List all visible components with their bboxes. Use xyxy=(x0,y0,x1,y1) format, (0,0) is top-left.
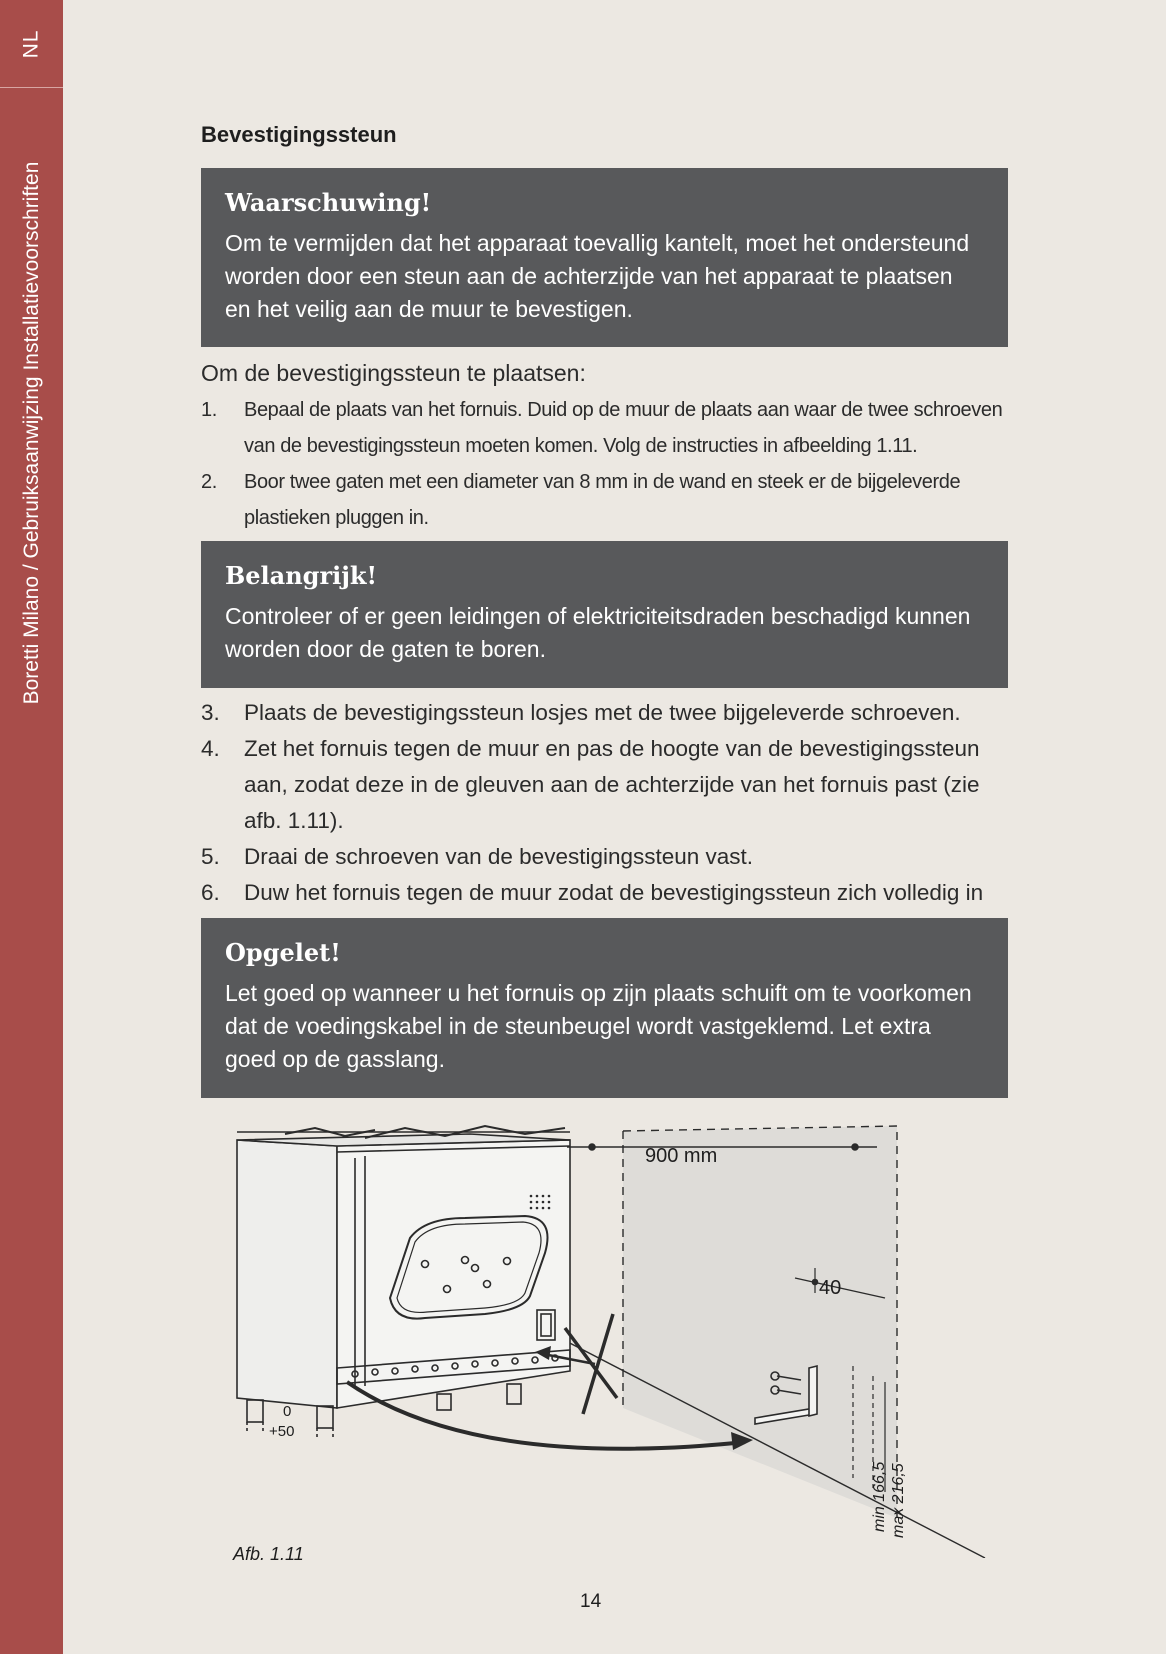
figure-caption: Afb. 1.11 xyxy=(233,1544,304,1564)
step-number: 4. xyxy=(201,736,220,761)
step-text: Draai de schroeven van de bevestigingssteun vast. xyxy=(244,844,754,869)
caution-box xyxy=(201,918,1008,1098)
leg-adjust-label: +50 xyxy=(269,1423,295,1440)
height-min-label: min 166,5 xyxy=(871,1461,888,1532)
step-text: Duw het fornuis tegen de muur zodat de bevestigingssteun zich volledig in xyxy=(244,880,984,905)
list-item xyxy=(201,695,1011,731)
language-label: NL xyxy=(19,29,43,58)
warning-box xyxy=(201,168,1008,347)
installation-diagram xyxy=(225,1118,1005,1558)
important-box xyxy=(201,541,1008,688)
intro-text: Om de bevestigingssteun te plaatsen: xyxy=(201,360,586,386)
step-number: 2. xyxy=(201,471,217,493)
step-text: Zet het fornuis tegen de muur en pas de hoogte van de bevestigingssteun aan, zodat deze in de gleuven aan de achterzijde van het fornuis past (zie afb. 1.11). xyxy=(244,736,980,833)
step-text: Boor twee gaten met een diameter van 8 mm in de wand en steek er de bijgeleverde plastieken pluggen in. xyxy=(244,471,961,529)
warning-title: Waarschuwing! xyxy=(225,188,432,217)
list-item xyxy=(201,464,1011,536)
step-number: 3. xyxy=(201,700,220,725)
important-title: Belangrijk! xyxy=(225,561,378,590)
important-text: Controleer of er geen leidingen of elektriciteitsdraden beschadigd kunnen worden door de gaten te boren. xyxy=(225,603,971,662)
list-item xyxy=(201,392,1011,464)
running-title-area xyxy=(0,100,63,765)
height-max-label: max 216,5 xyxy=(890,1463,907,1538)
list-item xyxy=(201,731,1011,839)
page-number: 14 xyxy=(580,1591,602,1612)
step-number: 1. xyxy=(201,399,217,421)
section-title: Bevestigingssteun xyxy=(201,122,397,147)
wall-area xyxy=(623,1126,897,1518)
cross-icon xyxy=(583,1314,613,1414)
sidebar xyxy=(0,0,63,1654)
stove-drawing xyxy=(237,1126,570,1440)
step-number: 5. xyxy=(201,844,220,869)
steps-list-b xyxy=(201,695,1011,947)
offset-label: 40 xyxy=(819,1277,842,1299)
list-item xyxy=(201,839,1011,875)
width-label: 900 mm xyxy=(645,1145,718,1167)
leg-zero-label: 0 xyxy=(283,1403,292,1420)
step-number: 6. xyxy=(201,880,220,905)
language-tab xyxy=(0,0,63,88)
caution-text: Let goed op wanneer u het fornuis op zijn plaats schuift om te voorkomen dat de voedingskabel in de steunbeugel wordt vastgeklemd. Let extra goed op de gasslang. xyxy=(225,980,972,1072)
warning-text: Om te vermijden dat het apparaat toevallig kantelt, moet het ondersteund worden door een steun aan de achterzijde van het apparaat te plaatsen en het veilig aan de muur te bevestigen. xyxy=(225,230,970,322)
step-text: Bepaal de plaats van het fornuis. Duid op de muur de plaats aan waar de twee schroeven van de bevestigingssteun moeten komen. Volg de instructies in afbeelding 1.11. xyxy=(244,399,1003,457)
caution-title: Opgelet! xyxy=(225,938,341,967)
running-title: Boretti Milano / Gebruiksaanwijzing Installatievoorschriften xyxy=(19,161,43,704)
step-text: Plaats de bevestigingssteun losjes met de twee bijgeleverde schroeven. xyxy=(244,700,961,725)
steps-list-a xyxy=(201,392,1011,536)
